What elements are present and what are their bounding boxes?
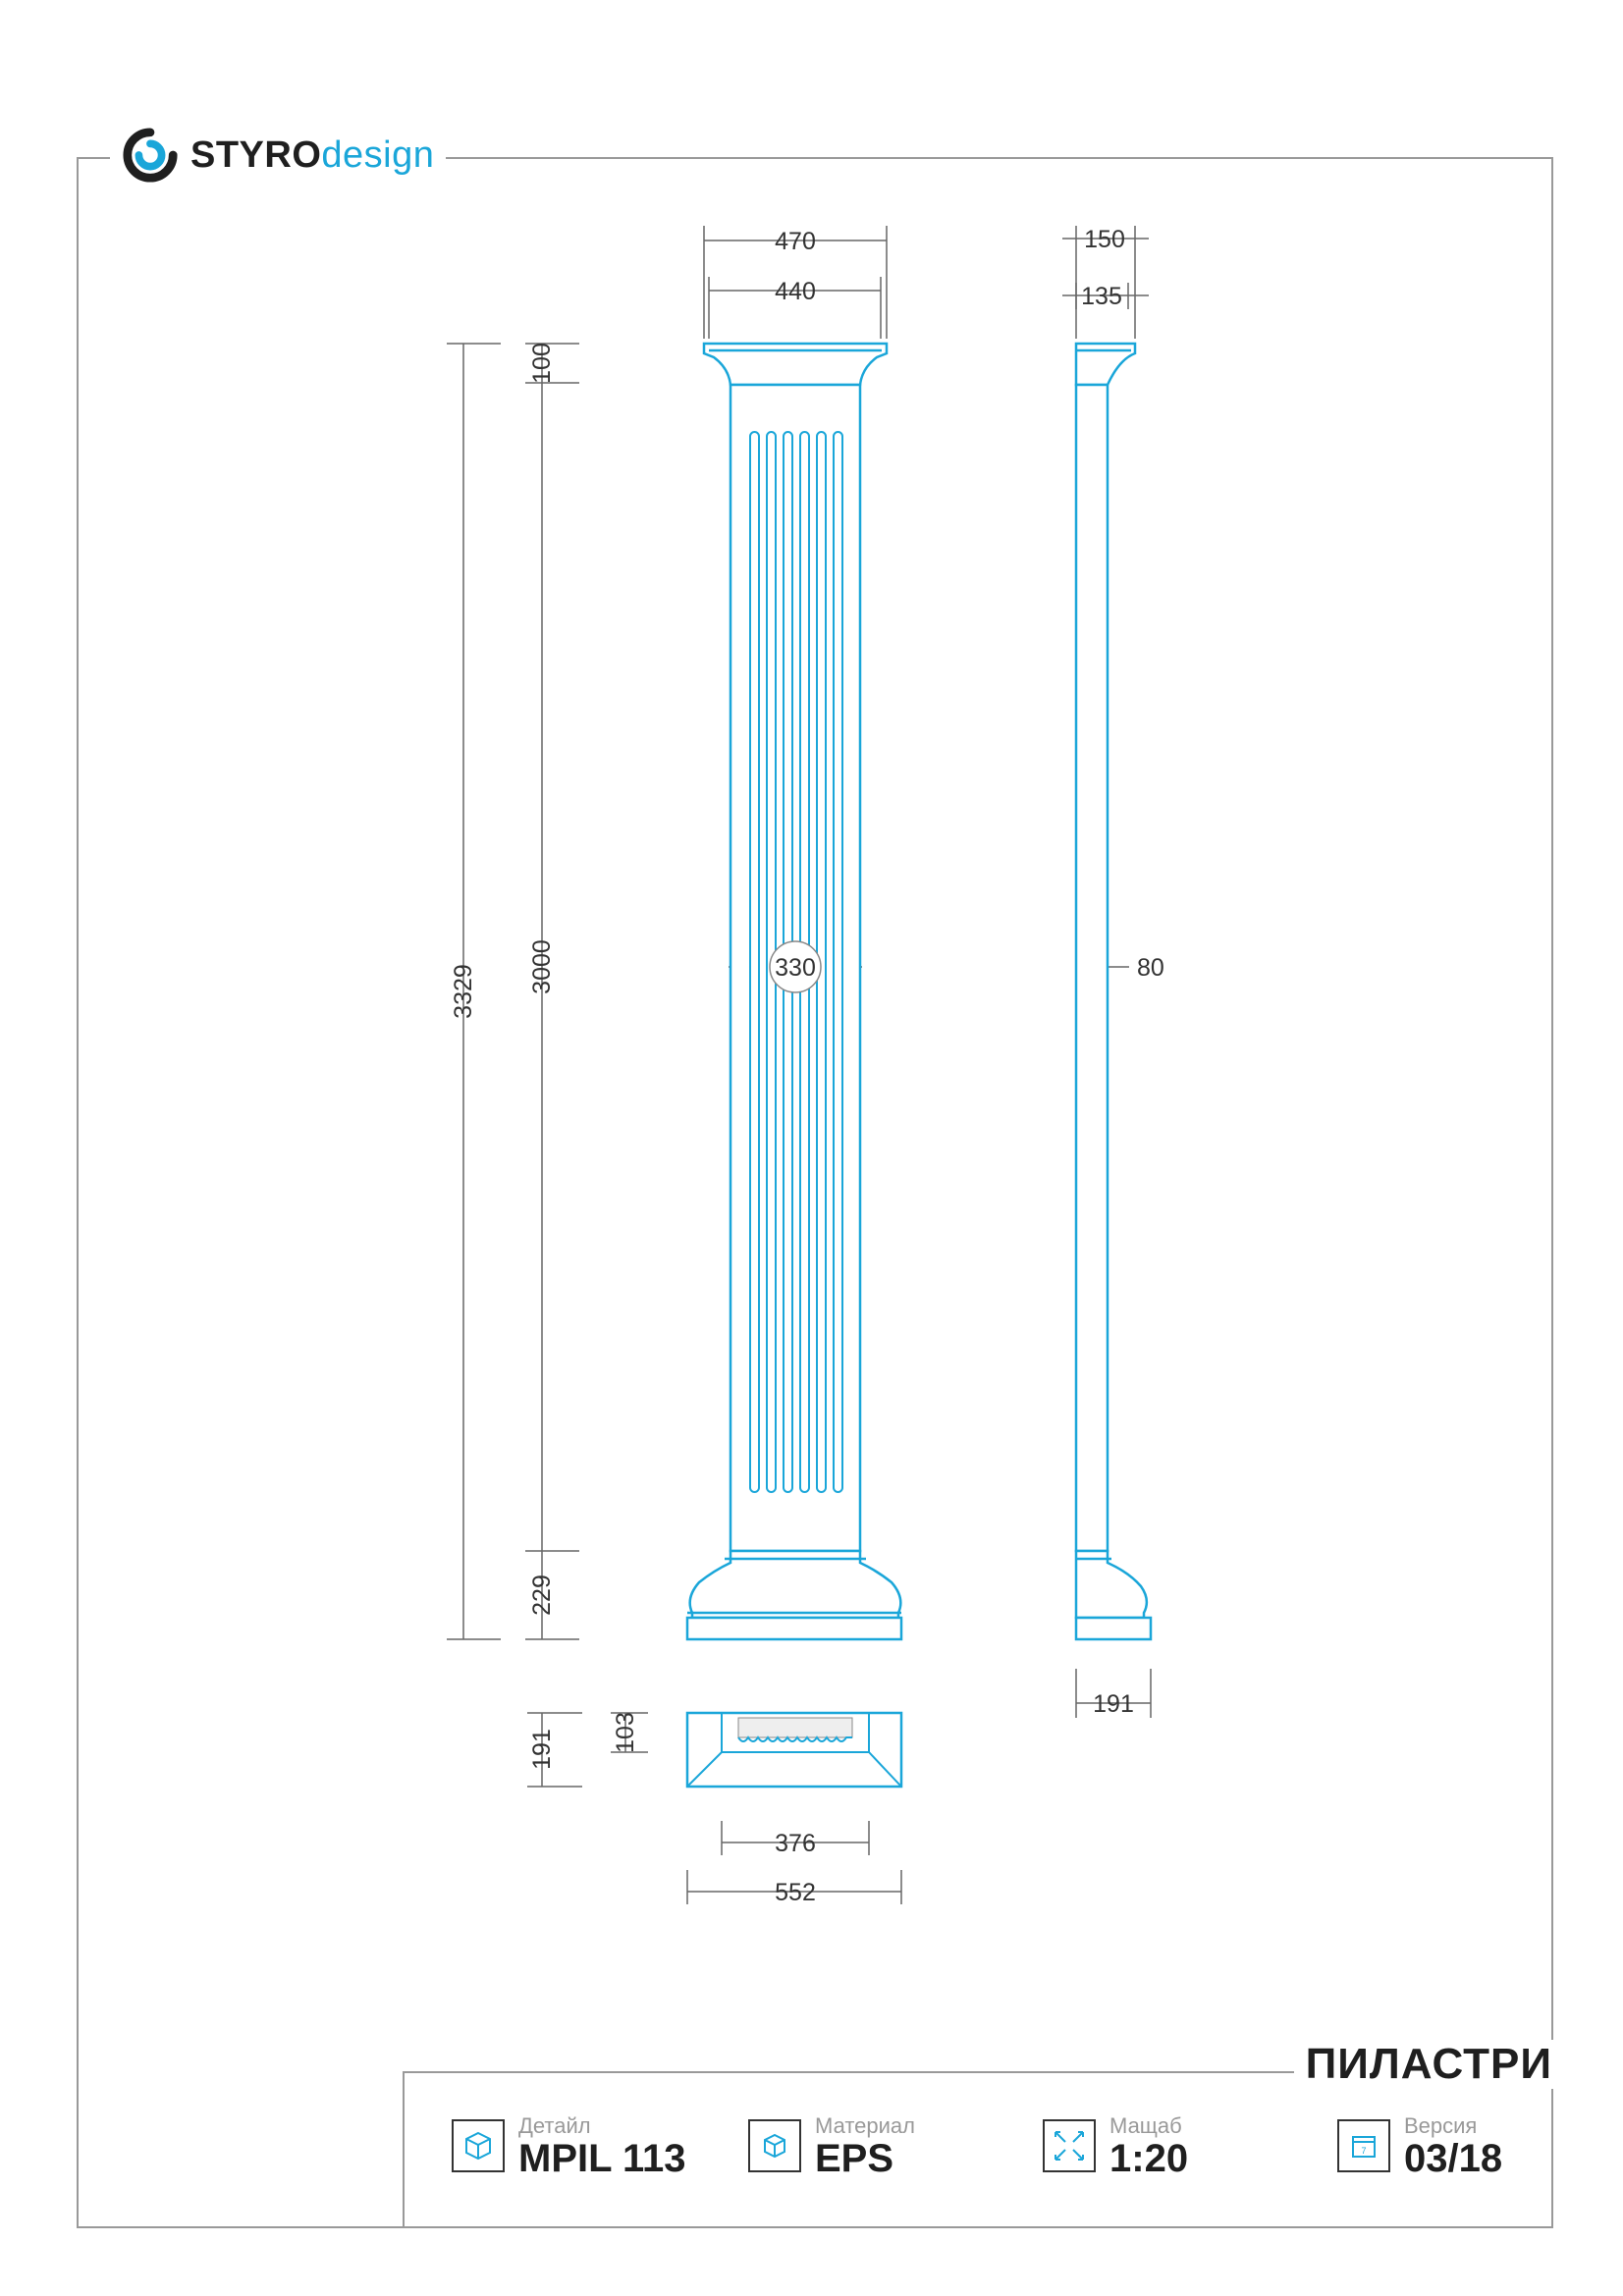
material-label: Материал [815,2113,915,2138]
title-cell-detail [452,2115,685,2178]
dim-plan-outer-width: 552 [775,1879,816,1906]
dim-side-base-depth: 191 [1093,1690,1134,1718]
material-cube-icon [748,2119,801,2172]
scale-icon [1043,2119,1096,2172]
dim-shaft-height: 3000 [528,939,556,994]
dim-plan-recess-depth: 103 [612,1712,639,1753]
title-cell-scale [1043,2115,1188,2178]
dim-capital-height: 100 [528,343,556,384]
dim-side-top-outer: 150 [1084,226,1125,253]
version-value: 03/18 [1404,2137,1503,2180]
brand-name-bold: STYRO [190,133,322,176]
calendar-icon [1337,2119,1390,2172]
pilaster-plan-view [687,1713,901,1787]
material-value: EPS [815,2137,894,2180]
pilaster-side-view [1076,344,1151,1639]
dim-side-top-inner: 135 [1081,283,1122,310]
dim-plan-depth: 191 [528,1729,556,1770]
dim-shaft-width: 330 [775,954,816,982]
dim-top-inner-width: 440 [775,278,816,305]
brand-name-light: design [321,133,435,176]
detail-value: MPIL 113 [518,2137,686,2180]
svg-text:7: 7 [1361,2146,1367,2156]
scale-value: 1:20 [1109,2137,1189,2180]
dim-total-height: 3329 [450,964,477,1019]
title-cell-material [748,2115,915,2178]
detail-label: Детайл [518,2113,591,2138]
title-cell-version [1337,2115,1502,2178]
dim-plan-inner-width: 376 [775,1830,816,1857]
dim-top-outer-width: 470 [775,228,816,255]
section-title: ПИЛАСТРИ [1294,2040,1564,2089]
cube-icon [452,2119,505,2172]
dim-base-height: 229 [528,1575,556,1616]
scale-label: Мащаб [1109,2113,1182,2138]
dim-side-depth: 80 [1137,954,1164,982]
version-label: Версия [1404,2113,1478,2138]
